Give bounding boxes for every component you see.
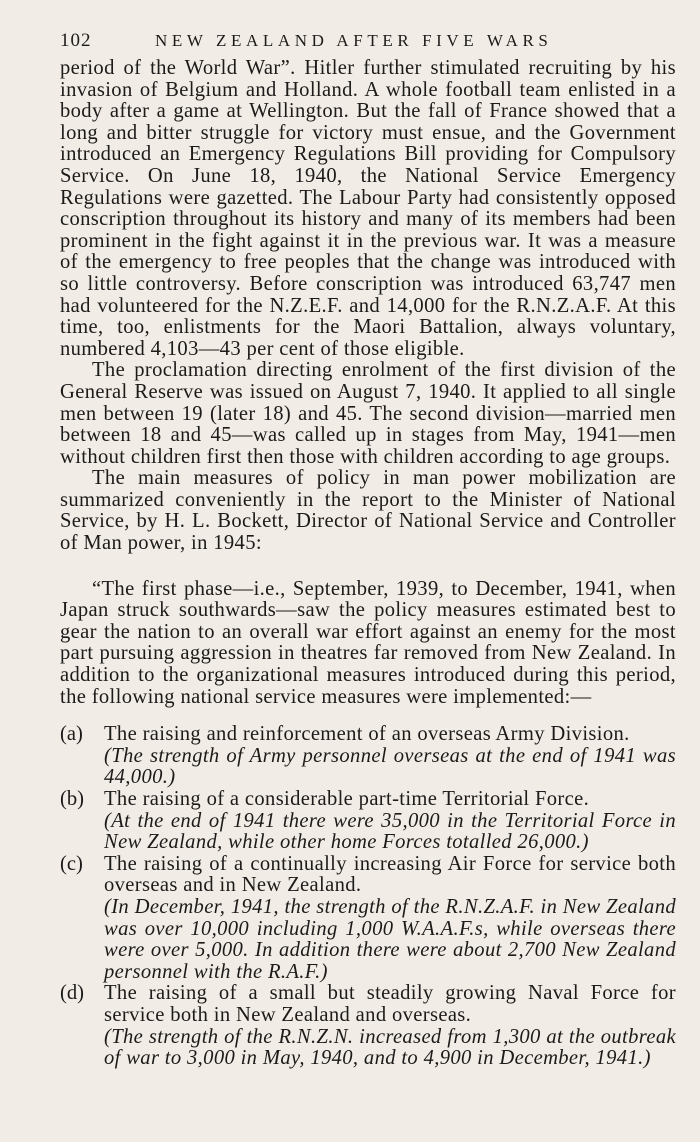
- list-item: [60, 724, 676, 789]
- list-item-text: The raising of a considerable part-time Territorial Force.: [104, 788, 590, 810]
- running-head: NEW ZEALAND AFTER FIVE WARS: [155, 31, 553, 50]
- list-item-label: (c): [60, 852, 83, 875]
- list-item-note: (The strength of the R.N.Z.N. increased from 1,300 at the outbreak of war to 3,000 in May, 1940, and to 4,900 in December, 1941.): [104, 1025, 676, 1070]
- list-item-note: (In December, 1941, the strength of the R.N.Z.A.F. in New Zealand was over 10,000 including 1,000 W.A.A.F.s, while overseas there were over 5,000. In addition there were about 2,700 New Zealand personnel with the R.A.F.): [104, 895, 676, 983]
- block-quote: [60, 579, 676, 1070]
- list-item-note: (At the end of 1941 there were 35,000 in the Territorial Force in New Zealand, while other home Forces totalled 26,000.): [104, 809, 676, 854]
- measures-list: [60, 724, 676, 1070]
- page-number: 102: [60, 30, 92, 51]
- list-item-text: The raising of a continually increasing Air Force for service both overseas and in New Zealand.: [104, 852, 676, 897]
- list-item-text: The raising of a small but steadily growing Naval Force for service both in New Zealand and overseas.: [104, 982, 676, 1026]
- paragraph-policy-summary: The main measures of policy in man power mobilization are summarized conveniently in the report to the Minister of National Service, by H. L. Bockett, Director of National Service and Controller of Man power, in 1945:: [60, 467, 676, 555]
- list-item-text: The raising and reinforcement of an overseas Army Division.: [104, 723, 630, 746]
- paragraph-continuation: period of the World War”. Hitler further stimulated recruiting by his invasion of Belgium and Holland. A whole football team enlisted in a body after a game at Wellington. But the fall of France showed that a long and bitter struggle for victory must ensue, and the Government introduced an Emergency Regulations Bill providing for Compulsory Service. On June 18, 1940, the National Service Emergency Regulations were gazetted. The Labour Party had consistently opposed conscription throughout its history and many of its members had been prominent in the fight against it in the previous war. It was a measure of the emergency to free peoples that the change was introduced with so little controversy. Before conscription was introduced 63,747 men had volunteered for the N.Z.E.F. and 14,000 for the R.N.Z.A.F. At this time, too, enlistments for the Maori Battalion, always voluntary, numbered 4,103—43 per cent of those eligible.: [60, 57, 676, 360]
- quote-lead: “The first phase—i.e., September, 1939, to December, 1941, when Japan struck southwards—saw the policy measures estimated best to gear the nation to an overall war effort against an enemy for the most part pursuing aggression in theatres far removed from New Zealand. In addition to the organizational measures introduced during this period, the following national service measures were implemented:—: [60, 577, 676, 708]
- list-item-note: (The strength of Army personnel overseas at the end of 1941 was 44,000.): [104, 744, 676, 789]
- list-item-label: (d): [60, 982, 85, 1005]
- page-header: [60, 30, 676, 58]
- list-item-label: (b): [60, 788, 85, 810]
- paragraph-general-reserve: The proclamation directing enrolment of the first division of the General Reserve was issued on August 7, 1940. It applied to all single men between 19 (later 18) and 45. The second division—married men between 18 and 45—was called up in stages from May, 1941—men without children first then those with children according to age groups.: [60, 359, 676, 468]
- list-item: [60, 789, 676, 854]
- list-item: [60, 854, 676, 984]
- body-text: [60, 58, 676, 1070]
- list-item-label: (a): [60, 723, 83, 746]
- list-item: [60, 983, 676, 1069]
